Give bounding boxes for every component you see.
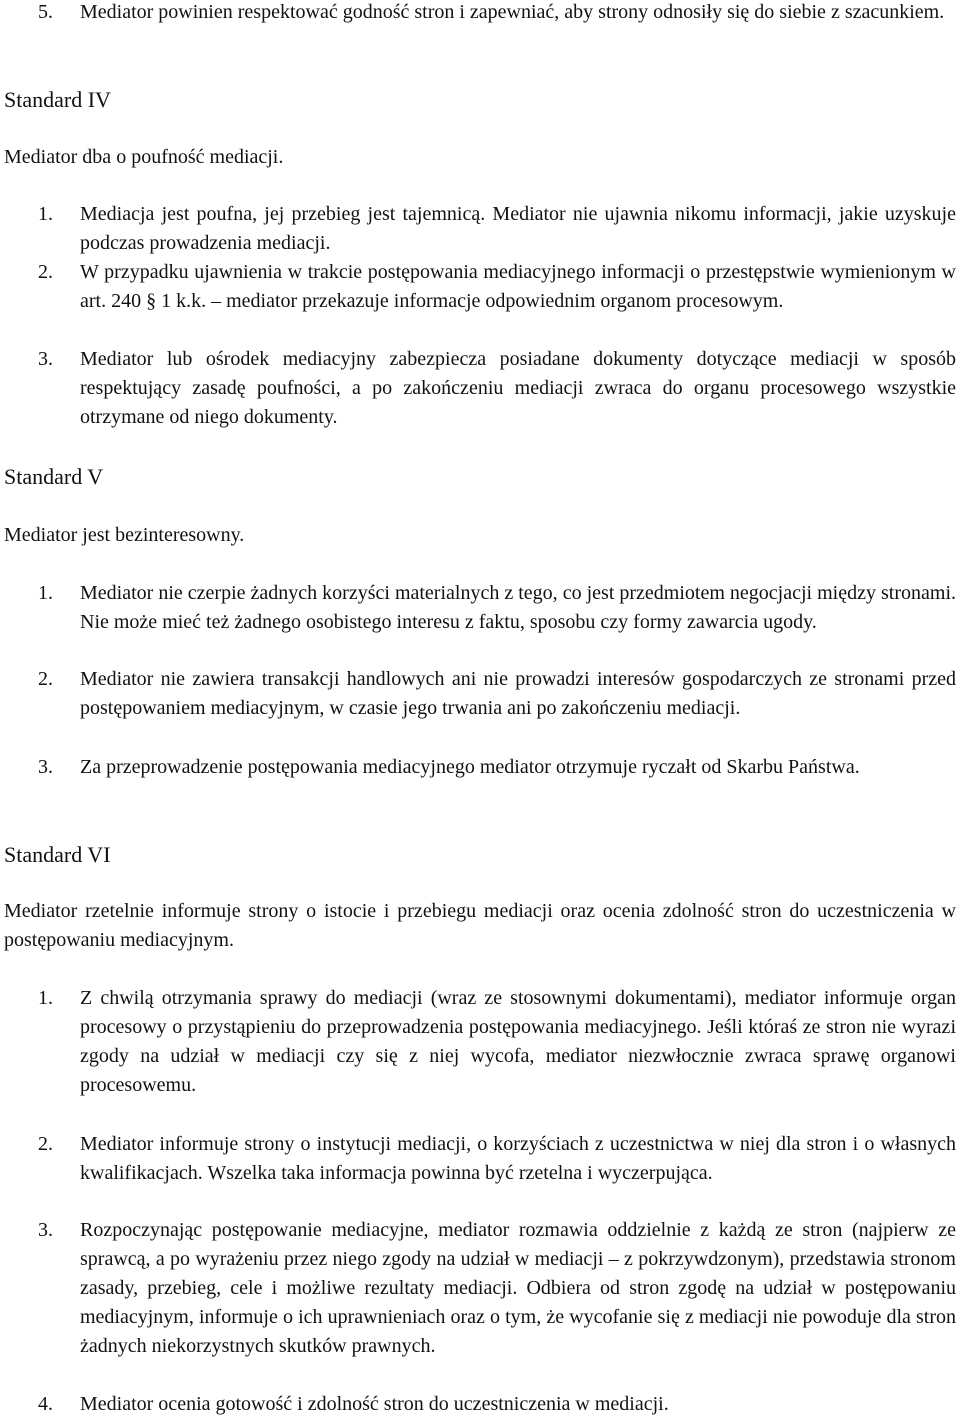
list-item-number: 3. (38, 756, 53, 778)
standard-iv-heading: Standard IV (4, 87, 111, 112)
standard-vi-intro: Mediator rzetelnie informuje strony o istocie i przebiegu mediacji oraz ocenia zdolność stron do uczestniczenia w postępowaniu mediacyjnym. (4, 900, 956, 951)
list-item-number: 2. (38, 668, 53, 690)
standard-iv-intro: Mediator dba o poufność mediacji. (4, 146, 284, 168)
list-item-text: Mediator nie zawiera transakcji handlowych ani nie prowadzi interesów gospodarczych ze stronami przed postępowaniem mediacyjnym, w czasie jego trwania ani po zakończeniu mediacji. (80, 668, 956, 719)
standard-vi-heading: Standard VI (4, 842, 111, 867)
standard-v-heading: Standard V (4, 464, 104, 489)
list-item-number: 2. (38, 1133, 53, 1155)
list-item-text: Rozpoczynając postępowanie mediacyjne, mediator rozmawia oddzielnie z każdą ze stron (najpierw ze sprawcą, a po wyrażeniu przez niego zgody na udział w mediacji – z pokrzywdzonym), przedstawia stronom zasady, przebieg, cele i możliwe rezultaty mediacji. Odbiera od stron zgodę na udział w postępowaniu mediacyjnym, informuje o ich uprawnieniach oraz o tym, że wycofanie się z mediacji nie powoduje dla stron żadnych niekorzystnych skutków prawnych. (80, 1219, 956, 1357)
list-item-text: Mediator nie czerpie żadnych korzyści materialnych z tego, co jest przedmiotem negocjacji między stronami. Nie może mieć też żadnego osobistego interesu z faktu, sposobu czy formy zawarcia ugody. (80, 582, 956, 633)
list-item-text: Mediator informuje strony o instytucji mediacji, o korzyściach z uczestnictwa w niej dla stron i o własnych kwalifikacjach. Wszelka taka informacja powinna być rzetelna i wyczerpująca. (80, 1133, 956, 1184)
list-item-number: 4. (38, 1393, 53, 1415)
standard-v-intro: Mediator jest bezinteresowny. (4, 524, 245, 546)
list-item-number: 5. (38, 1, 53, 23)
list-item-text: Mediator powinien respektować godność stron i zapewniać, aby strony odnosiły się do siebie z szacunkiem. (80, 1, 945, 23)
list-item-text: Za przeprowadzenie postępowania mediacyjnego mediator otrzymuje ryczałt od Skarbu Państwa. (80, 756, 860, 778)
list-item-number: 3. (38, 1219, 53, 1241)
list-item-number: 1. (38, 582, 53, 604)
list-item-text: W przypadku ujawnienia w trakcie postępowania mediacyjnego informacji o przestępstwie wymienionym w art. 240 § 1 k.k. – mediator przekazuje informacje odpowiednim organom procesowym. (80, 261, 956, 312)
list-item-number: 2. (38, 261, 53, 283)
list-item-number: 3. (38, 348, 53, 370)
list-item-text: Z chwilą otrzymania sprawy do mediacji (wraz ze stosownymi dokumentami), mediator informuje organ procesowy o przystąpieniu do przeprowadzenia postępowania mediacyjnego. Jeśli któraś ze stron nie wyrazi zgody na udział w mediacji czy się z niej wycofa, mediator niezwłocznie zwraca sprawę organowi procesowemu. (80, 987, 956, 1096)
list-item-text: Mediator lub ośrodek mediacyjny zabezpiecza posiadane dokumenty dotyczące mediacji w sposób respektujący zasadę poufności, a po zakończeniu mediacji zwraca do organu procesowego wszystkie otrzymane od niego dokumenty. (80, 348, 956, 428)
list-item-number: 1. (38, 987, 53, 1009)
list-item-text: Mediator ocenia gotowość i zdolność stron do uczestniczenia w mediacji. (80, 1393, 669, 1415)
list-item-text: Mediacja jest poufna, jej przebieg jest tajemnicą. Mediator nie ujawnia nikomu informacji, jakie uzyskuje podczas prowadzenia mediacji. (80, 203, 956, 254)
list-item-number: 1. (38, 203, 53, 225)
